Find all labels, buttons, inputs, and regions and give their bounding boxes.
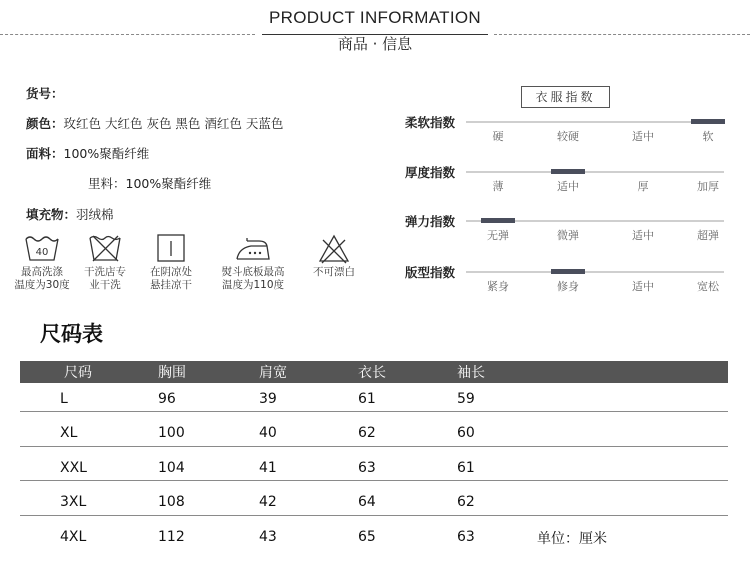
table-cell: 59	[457, 391, 475, 407]
care-item-bleach	[303, 234, 365, 279]
table-cell: 61	[358, 391, 376, 407]
care-text-2: 悬挂凉干	[150, 279, 192, 291]
table-cell: 65	[358, 529, 376, 545]
line-dry-shade-icon	[156, 234, 186, 262]
table-cell: 108	[158, 494, 185, 510]
table-cell: 63	[457, 529, 475, 545]
table-row-divider	[20, 446, 728, 447]
care-text-2: 温度为110度	[221, 279, 285, 291]
index-tick-label: 加厚	[697, 180, 719, 193]
care-text-2: 温度为30度	[14, 279, 70, 291]
table-cell: 61	[457, 460, 475, 476]
index-track	[466, 271, 724, 273]
filling-row	[26, 205, 114, 223]
table-cell: 60	[457, 425, 475, 441]
fabric-row	[26, 144, 149, 162]
index-tick-label: 紧身	[487, 280, 509, 293]
filling-value: 羽绒棉	[76, 207, 114, 222]
table-row-divider	[20, 411, 728, 412]
index-tick-label: 修身	[557, 280, 579, 293]
index-label: 弹力指数	[405, 214, 456, 229]
size-table-title: 尺码表	[40, 322, 103, 346]
wash-tub-icon	[24, 234, 60, 262]
index-tick-label: 微弹	[557, 229, 579, 242]
table-cell: 42	[259, 494, 277, 510]
index-marker	[691, 119, 725, 124]
table-header-cell: 尺码	[64, 365, 92, 381]
care-text-1: 在阴凉处	[150, 266, 192, 278]
iron-icon	[233, 234, 273, 262]
care-text-1: 最高洗涤	[21, 266, 63, 278]
index-marker	[481, 218, 515, 223]
table-cell: 39	[259, 391, 277, 407]
table-header-cell: 袖长	[457, 365, 485, 381]
index-label: 版型指数	[405, 265, 456, 280]
table-header-cell: 肩宽	[259, 365, 287, 381]
index-tick-label: 软	[702, 130, 714, 143]
index-tick-label: 薄	[492, 180, 504, 193]
lining-value: 里料：100%聚酯纤维	[88, 176, 212, 191]
index-tick-label: 超弹	[697, 229, 719, 242]
care-item-iron	[213, 234, 293, 292]
index-tick-label: 适中	[632, 229, 654, 242]
table-cell: 43	[259, 529, 277, 545]
care-item-wash	[11, 234, 73, 292]
index-tick-label: 适中	[632, 130, 654, 143]
index-marker	[551, 169, 585, 174]
index-tick-label: 较硬	[557, 130, 579, 143]
color-label: 颜色：	[26, 116, 64, 131]
table-cell: 64	[358, 494, 376, 510]
table-cell: 112	[158, 529, 185, 545]
filling-label: 填充物：	[26, 207, 77, 222]
table-cell: 41	[259, 460, 277, 476]
table-cell: L	[60, 391, 68, 407]
page-subtitle: 商品 · 信息	[337, 35, 413, 53]
table-header-cell: 胸围	[158, 365, 186, 381]
table-row-divider	[20, 480, 728, 481]
index-tick-label: 适中	[557, 180, 579, 193]
index-tick-label: 适中	[632, 280, 654, 293]
size-unit-note: 单位：厘米	[537, 531, 607, 547]
wash-temp-number: 40	[35, 247, 49, 258]
table-cell: XXL	[60, 460, 87, 476]
color-values: 玫红色 大红色 灰色 黑色 酒红色 天蓝色	[63, 116, 284, 131]
index-tick-label: 无弹	[487, 229, 509, 242]
no-bleach-icon	[318, 234, 350, 264]
index-marker	[551, 269, 585, 274]
item-number-label: 货号：	[26, 86, 64, 101]
table-cell: XL	[60, 425, 78, 441]
index-tick-label: 硬	[492, 130, 504, 143]
care-text-1: 不可漂白	[313, 266, 355, 278]
index-tick-label: 厚	[637, 180, 649, 193]
care-text-2: 业干洗	[89, 279, 121, 291]
care-text-1: 干洗店专	[84, 266, 126, 278]
table-cell: 3XL	[60, 494, 87, 510]
table-row-divider	[20, 515, 728, 516]
item-number-row	[26, 84, 64, 102]
index-label: 厚度指数	[405, 165, 456, 180]
page-title: PRODUCT INFORMATION	[269, 8, 481, 27]
lining-row	[88, 174, 211, 192]
table-cell: 96	[158, 391, 176, 407]
table-cell: 104	[158, 460, 185, 476]
table-cell: 62	[358, 425, 376, 441]
fabric-label: 面料：	[26, 146, 64, 161]
table-cell: 62	[457, 494, 475, 510]
table-cell: 100	[158, 425, 185, 441]
index-track	[466, 121, 724, 123]
index-track	[466, 171, 724, 173]
table-cell: 40	[259, 425, 277, 441]
table-header-cell: 衣长	[358, 365, 386, 381]
table-cell: 4XL	[60, 529, 87, 545]
care-item-dry-clean	[74, 234, 136, 292]
color-row	[26, 114, 283, 132]
clothing-index-button[interactable]: 衣服指数	[521, 86, 610, 108]
care-text-1: 熨斗底板最高	[221, 266, 285, 278]
table-cell: 63	[358, 460, 376, 476]
fabric-value: 100%聚酯纤维	[63, 146, 150, 161]
index-label: 柔软指数	[405, 115, 456, 130]
index-tick-label: 宽松	[697, 280, 719, 293]
care-item-line-dry	[140, 234, 202, 292]
no-dry-clean-icon	[87, 234, 123, 262]
